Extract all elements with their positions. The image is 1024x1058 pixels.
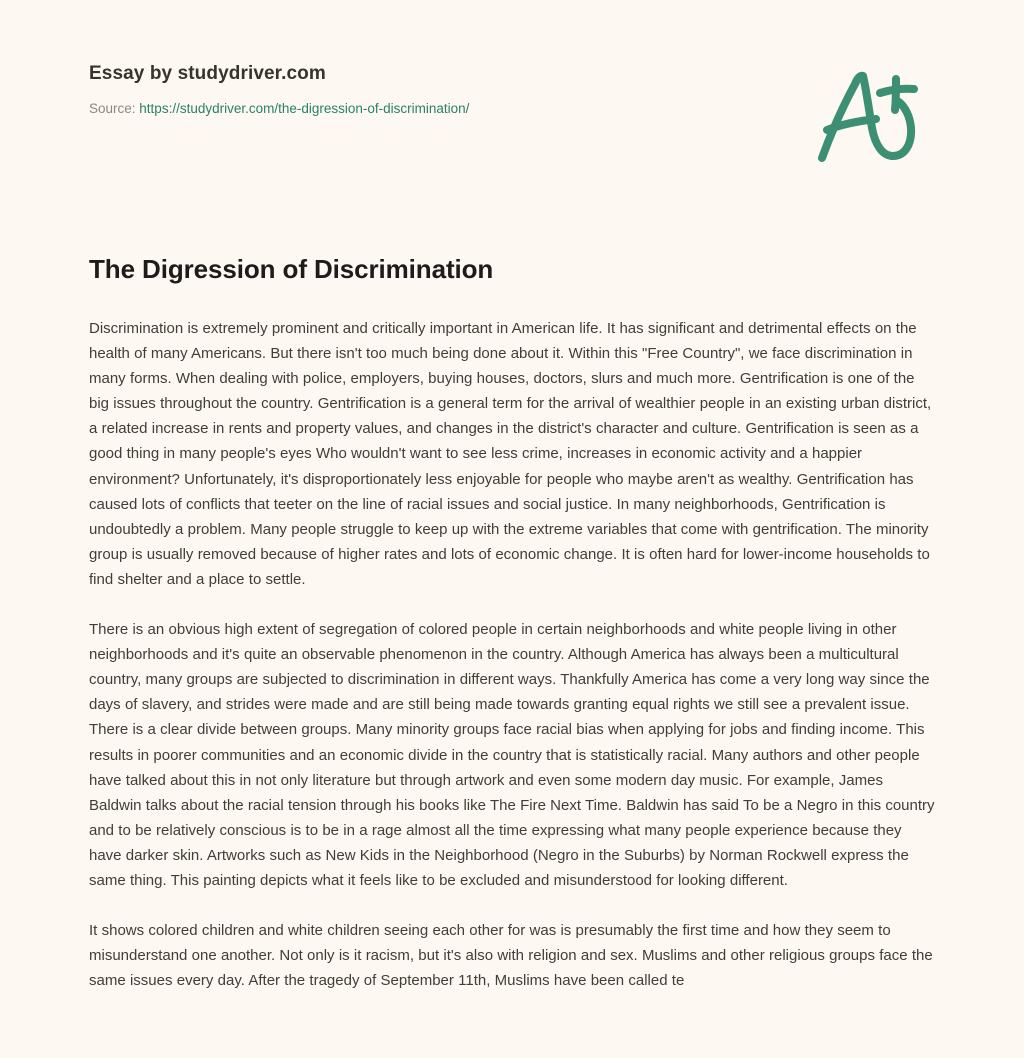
page-title: The Digression of Discrimination xyxy=(89,254,494,284)
a-plus-logo-icon xyxy=(806,66,930,166)
source-label: Source: xyxy=(89,101,136,116)
body-paragraph: It shows colored children and white children seeing each other for was is presumably the first time and how they seem to misunderstand one another. Not only is it racism, but it's also with religion and sex. Muslims and other religious groups face the same issues every day. After the tragedy of September 11th, Muslims have been called te xyxy=(89,922,933,990)
source-url-link[interactable]: https://studydriver.com/the-digression-of-discrimination/ xyxy=(139,101,470,116)
essay-byline: Essay by studydriver.com xyxy=(89,63,326,84)
a-plus-logo-svg xyxy=(806,66,930,166)
body-paragraph: Discrimination is extremely prominent and critically important in American life. It has significant and detrimental effects on the health of many Americans. But there isn't too much being done about it. Within this "Free Country", we face discrimination in many forms. When dealing with police, employers, buying houses, doctors, slurs and much more. Gentrification is one of the big issues throughout the country. Gentrification is a general term for the arrival of wealthier people in an existing urban district, a related increase in rents and property values, and changes in the district's character and culture. Gentrification is seen as a good thing in many people's eyes Who wouldn't want to see less crime, increases in economic activity and a happier environment? Unfortunately, it's disproportionately less enjoyable for people who maybe aren't as wealthy. Gentrification has caused lots of conflicts that teeter on the line of racial issues and social justice. In many neighborhoods, Gentrification is undoubtedly a problem. Many people struggle to keep up with the extreme variables that come with gentrification. The minority group is usually removed because of higher rates and lots of economic change. It is often hard for lower-income households to find shelter and a place to settle. xyxy=(89,320,932,588)
body-paragraph: There is an obvious high extent of segregation of colored people in certain neighborhoods and white people living in other neighborhoods and it's quite an observable phenomenon in the country. Although America has always been a multicultural country, many groups are subjected to discrimination in different ways. Thankfully America has come a very long way since the days of slavery, and strides were made and are still being made towards granting equal rights we still see a prevalent issue. There is a clear divide between groups. Many minority groups face racial bias when applying for jobs and finding income. This results in poorer communities and an economic divide in the country that is statistically racial. Many authors and other people have talked about this in not only literature but through artwork and even some modern day music. For example, James Baldwin talks about the racial tension through his books like The Fire Next Time. Baldwin has said To be a Negro in this country and to be relatively conscious is to be in a rage almost all the time expressing what many people experience because they have darker skin. Artworks such as New Kids in the Neighborhood (Negro in the Suburbs) by Norman Rockwell express the same thing. This painting depicts what it feels like to be excluded and misunderstood for looking different. xyxy=(89,621,935,889)
document-body xyxy=(89,316,936,1058)
